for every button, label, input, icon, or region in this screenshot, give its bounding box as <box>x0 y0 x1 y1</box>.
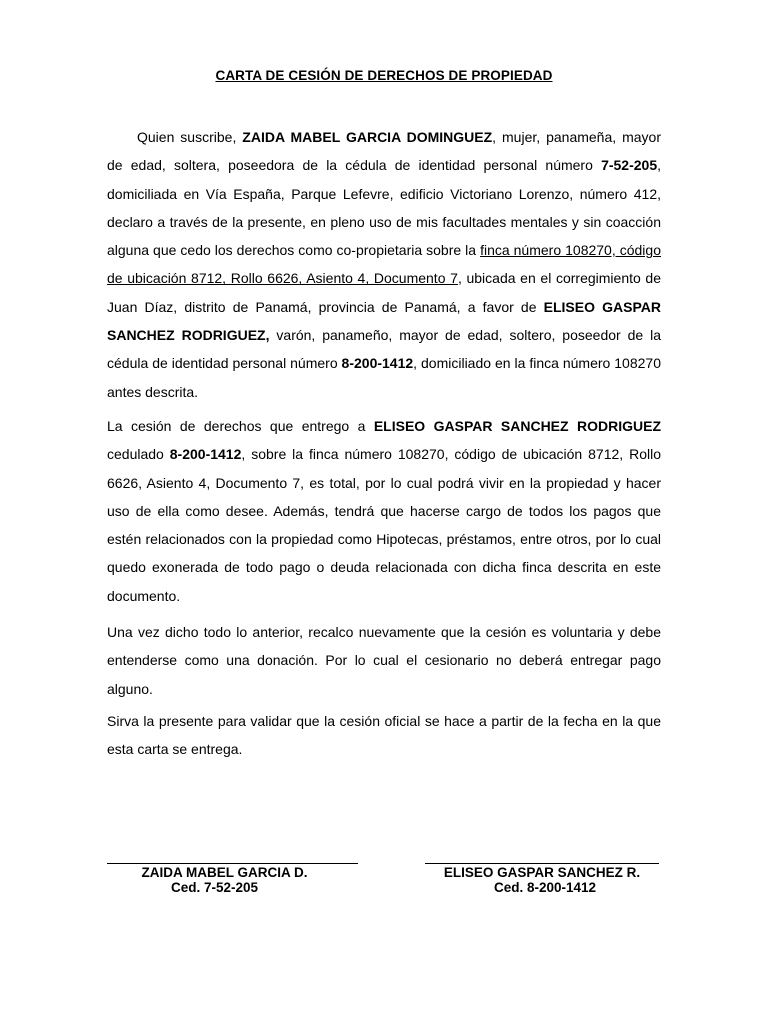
signature-id-grantee: Ced. 8-200-1412 <box>493 880 597 895</box>
text-span: cedulado <box>107 446 170 463</box>
paragraph-2 <box>107 412 661 610</box>
text-span: , domiciliada en Vía España, Parque Lefevre, edificio Victoriano Lorenzo, número 412, declaro a través de la presente, en pleno uso de mis facultades mentales y sin coacción alguna que cedo los derechos como co-propietaria sobre la <box>107 157 661 259</box>
document-title: CARTA DE CESIÓN DE DERECHOS DE PROPIEDAD <box>215 68 553 83</box>
grantee-id: 8-200-1412 <box>169 446 242 463</box>
text-span: , domiciliado en la finca número 108270 antes descrita. <box>107 355 661 400</box>
text-span: , ubicada en el corregimiento de Juan Díaz, distrito de Panamá, provincia de Panamá, a favor de <box>107 270 662 315</box>
signature-line-grantor <box>107 863 358 864</box>
grantee-name: ELISEO GASPAR SANCHEZ RODRIGUEZ, <box>107 298 662 344</box>
paragraph-3 <box>107 618 661 703</box>
text-span: La cesión de derechos que entrego a <box>107 418 374 434</box>
paragraph-text: Sirva la presente para validar que la cesión oficial se hace a partir de la fecha en la que esta carta se entrega. <box>107 713 661 758</box>
paragraph-4 <box>107 707 661 764</box>
text-span: , sobre la finca número 108270, código de ubicación 8712, Rollo 6626, Asiento 4, Documento 7, es total, por lo cual podrá vivir en la propiedad y hacer uso de ella como desee. Además, tendrá que hacerse cargo de todos los pagos que estén relacionados con la propiedad como Hipotecas, préstamos, entre otros, por lo cual quedo exonerada de todo pago o deuda relacionada con dicha finca descrita en este documento. <box>107 446 661 604</box>
signature-name-grantor: ZAIDA MABEL GARCIA D. <box>141 865 308 880</box>
text-span: , mujer, panameña, mayor de edad, soltera, poseedora de la cédula de identidad personal número <box>107 129 661 174</box>
grantee-id: 8-200-1412 <box>341 355 414 372</box>
property-description: finca número 108270, código de ubicación 8712, Rollo 6626, Asiento 4, Documento 7 <box>107 242 661 287</box>
signature-line-grantee <box>425 863 659 864</box>
grantor-name: ZAIDA MABEL GARCIA DOMINGUEZ <box>242 129 493 145</box>
text-span: Quien suscribe, <box>137 129 243 145</box>
signature-id-grantor: Ced. 7-52-205 <box>170 880 259 895</box>
signature-name-grantee: ELISEO GASPAR SANCHEZ R. <box>443 865 641 880</box>
grantee-name: ELISEO GASPAR SANCHEZ RODRIGUEZ <box>373 418 662 434</box>
text-span: varón, panameño, mayor de edad, soltero, poseedor de la cédula de identidad personal número <box>107 327 661 372</box>
paragraph-1 <box>107 123 661 406</box>
grantor-id: 7-52-205 <box>601 157 658 174</box>
paragraph-text: Una vez dicho todo lo anterior, recalco nuevamente que la cesión es voluntaria y debe entenderse como una donación. Por lo cual el cesionario no deberá entregar pago alguno. <box>107 624 661 697</box>
